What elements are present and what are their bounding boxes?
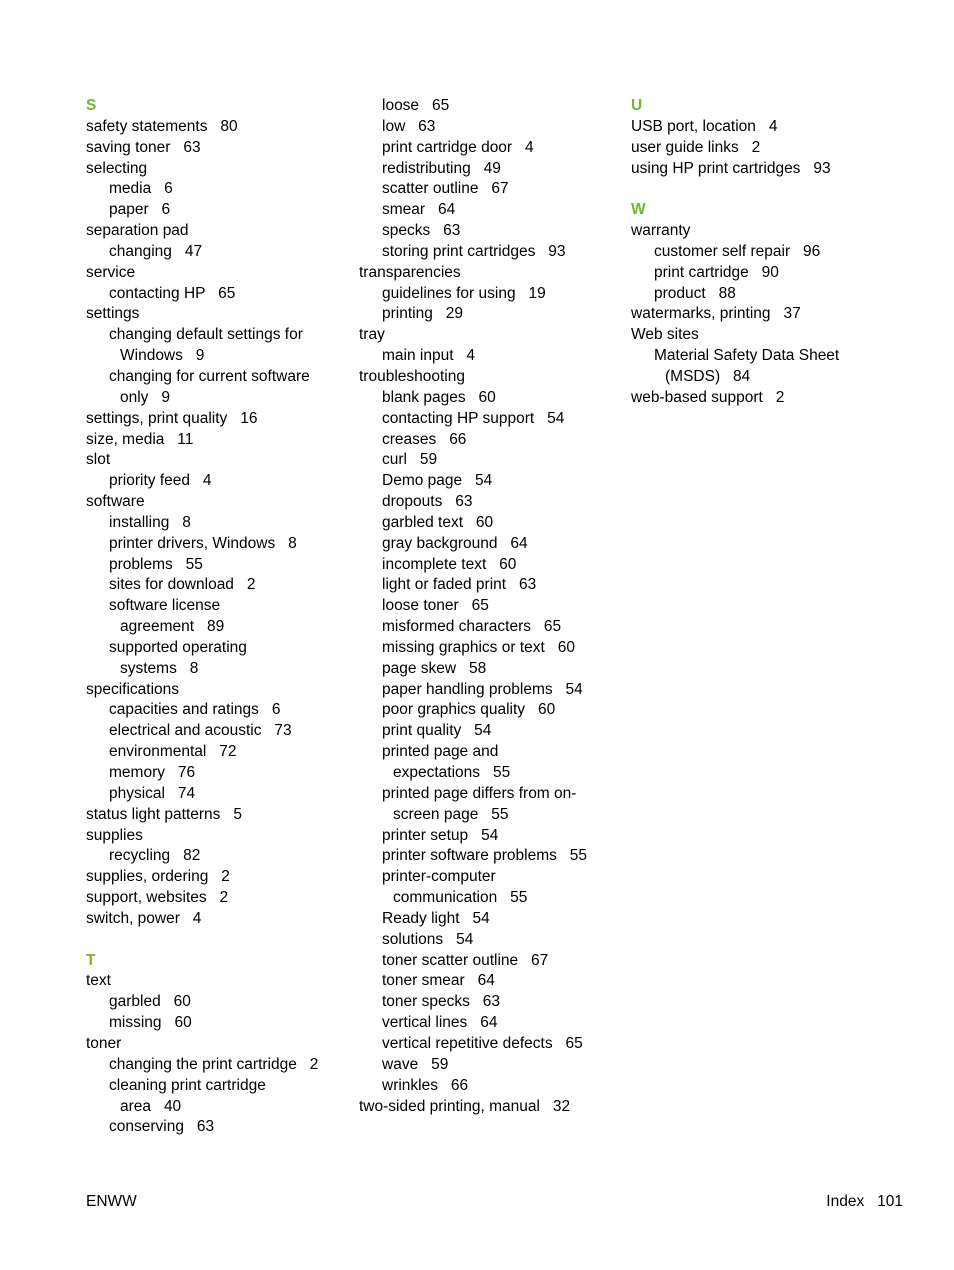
index-subentry: toner scatter outline 67 — [382, 951, 549, 969]
index-subentry: Ready light 54 — [382, 909, 490, 927]
index-entry: settings — [86, 305, 140, 323]
index-subentry: garbled 60 — [109, 993, 191, 1011]
section-letter: W — [631, 201, 646, 219]
index-subentry: problems 55 — [109, 555, 203, 573]
index-subentry: poor graphics quality 60 — [382, 701, 556, 719]
index-entry: supplies — [86, 826, 143, 844]
index-subentry: printer setup 54 — [382, 826, 499, 844]
index-subentry: installing 8 — [109, 513, 191, 531]
index-subentry: product 88 — [654, 284, 736, 302]
footer-left: ENWW — [86, 1193, 137, 1210]
index-subentry: Demo page 54 — [382, 472, 493, 490]
index-subentry: printing 29 — [382, 305, 463, 323]
index-subentry: paper 6 — [109, 201, 171, 219]
index-subentry: loose toner 65 — [382, 597, 489, 615]
index-column-1 — [86, 96, 348, 1138]
index-subentry: missing graphics or text 60 — [382, 638, 575, 656]
index-subentry: loose 65 — [382, 97, 450, 114]
index-subentry: guidelines for using 19 — [382, 284, 546, 302]
index-entry: tray — [359, 326, 385, 344]
index-entry: transparencies — [359, 263, 461, 281]
index-subentry: sites for download 2 — [109, 576, 256, 594]
index-subentry: printer-computer — [382, 868, 496, 886]
index-subentry: smear 64 — [382, 201, 456, 219]
index-subentry: changing the print cartridge 2 — [109, 1055, 319, 1073]
index-subentry: changing for current software — [109, 367, 310, 385]
index-column-3 — [631, 96, 893, 409]
index-entry: saving toner 63 — [86, 138, 201, 156]
index-entry: web-based support 2 — [631, 388, 785, 406]
index-subentry: conserving 63 — [109, 1118, 215, 1136]
index-subentry: vertical repetitive defects 65 — [382, 1034, 583, 1052]
index-subentry: Material Safety Data Sheet — [654, 347, 840, 365]
index-subentry: physical 74 — [109, 784, 196, 802]
index-column-2 — [359, 96, 621, 1117]
index-entry: size, media 11 — [86, 430, 194, 448]
index-subentry: priority feed 4 — [109, 472, 212, 490]
index-subentry: scatter outline 67 — [382, 180, 509, 198]
footer-page-label: Index 101 — [826, 1193, 903, 1210]
index-subentry: wrinkles 66 — [382, 1076, 469, 1094]
index-entry: using HP print cartridges 93 — [631, 159, 831, 177]
index-subentry: creases 66 — [382, 430, 467, 448]
index-subentry: electrical and acoustic 73 — [109, 722, 292, 740]
index-entry: watermarks, printing 37 — [631, 305, 801, 323]
index-entry: Web sites — [631, 326, 699, 344]
index-entry-continuation: (MSDS) 84 — [665, 367, 751, 385]
index-entry: safety statements 80 — [86, 117, 238, 135]
index-subentry: recycling 82 — [109, 847, 201, 865]
index-entry: warranty — [631, 222, 691, 240]
index-subentry: cleaning print cartridge — [109, 1076, 266, 1094]
section-letter: S — [86, 97, 97, 114]
index-entry: text — [86, 972, 111, 990]
index-subentry: customer self repair 96 — [654, 242, 821, 260]
index-entry-continuation: Windows 9 — [120, 347, 205, 365]
index-entry: status light patterns 5 — [86, 805, 242, 823]
index-entry: selecting — [86, 159, 148, 177]
index-entry: specifications — [86, 680, 180, 698]
index-subentry: contacting HP support 54 — [382, 409, 565, 427]
index-entry: separation pad — [86, 222, 189, 240]
index-subentry: blank pages 60 — [382, 388, 496, 406]
index-subentry: media 6 — [109, 180, 173, 198]
index-subentry: capacities and ratings 6 — [109, 701, 281, 719]
index-entry-continuation: area 40 — [120, 1097, 182, 1115]
index-subentry: missing 60 — [109, 1014, 192, 1032]
index-subentry: contacting HP 65 — [109, 284, 236, 302]
index-subentry: garbled text 60 — [382, 513, 494, 531]
index-subentry: toner smear 64 — [382, 972, 495, 990]
index-subentry: incomplete text 60 — [382, 555, 517, 573]
index-entry-continuation: systems 8 — [120, 659, 199, 677]
index-subentry: paper handling problems 54 — [382, 680, 583, 698]
index-subentry: dropouts 63 — [382, 493, 473, 511]
index-entry: USB port, location 4 — [631, 117, 778, 135]
index-subentry: specks 63 — [382, 222, 461, 240]
index-entry: software — [86, 493, 145, 511]
section-gap — [631, 179, 893, 200]
index-subentry: low 63 — [382, 117, 436, 135]
index-subentry: storing print cartridges 93 — [382, 242, 566, 260]
index-subentry: software license — [109, 597, 221, 615]
index-entry: two-sided printing, manual 32 — [359, 1097, 571, 1115]
section-letter: T — [86, 951, 96, 969]
index-entry-continuation: agreement 89 — [120, 618, 225, 636]
index-subentry: print cartridge 90 — [654, 263, 779, 281]
index-subentry: memory 76 — [109, 764, 196, 781]
index-subentry: wave 59 — [382, 1055, 449, 1073]
index-entry: settings, print quality 16 — [86, 409, 258, 427]
index-subentry: gray background 64 — [382, 534, 528, 552]
index-subentry: light or faded print 63 — [382, 576, 537, 594]
index-subentry: environmental 72 — [109, 743, 237, 761]
index-entry-continuation: expectations 55 — [393, 764, 511, 781]
index-entry: user guide links 2 — [631, 138, 761, 156]
index-subentry: print quality 54 — [382, 722, 492, 740]
index-subentry: main input 4 — [382, 347, 476, 365]
index-subentry: misformed characters 65 — [382, 618, 562, 636]
index-entry: supplies, ordering 2 — [86, 868, 230, 886]
index-entry-continuation: communication 55 — [393, 889, 528, 907]
index-entry: service — [86, 263, 136, 281]
index-subentry: toner specks 63 — [382, 993, 501, 1011]
index-subentry: supported operating — [109, 638, 247, 656]
index-subentry: vertical lines 64 — [382, 1014, 498, 1032]
index-subentry: page skew 58 — [382, 659, 487, 677]
index-subentry: solutions 54 — [382, 930, 474, 948]
index-subentry: printer drivers, Windows 8 — [109, 534, 297, 552]
index-subentry: printed page and — [382, 743, 499, 761]
index-subentry: printed page differs from on- — [382, 784, 577, 802]
index-entry: support, websites 2 — [86, 889, 229, 907]
index-entry: slot — [86, 451, 111, 469]
index-entry: switch, power 4 — [86, 909, 202, 927]
index-entry: toner — [86, 1034, 122, 1052]
index-subentry: changing default settings for — [109, 326, 303, 344]
index-subentry: print cartridge door 4 — [382, 138, 534, 156]
index-entry-continuation: screen page 55 — [393, 805, 509, 823]
section-gap — [86, 930, 348, 951]
index-subentry: redistributing 49 — [382, 159, 501, 177]
index-entry-continuation: only 9 — [120, 388, 170, 406]
section-letter: U — [631, 97, 643, 114]
index-subentry: changing 47 — [109, 242, 203, 260]
index-subentry: curl 59 — [382, 451, 438, 469]
index-subentry: printer software problems 55 — [382, 847, 588, 865]
index-entry: troubleshooting — [359, 367, 465, 385]
